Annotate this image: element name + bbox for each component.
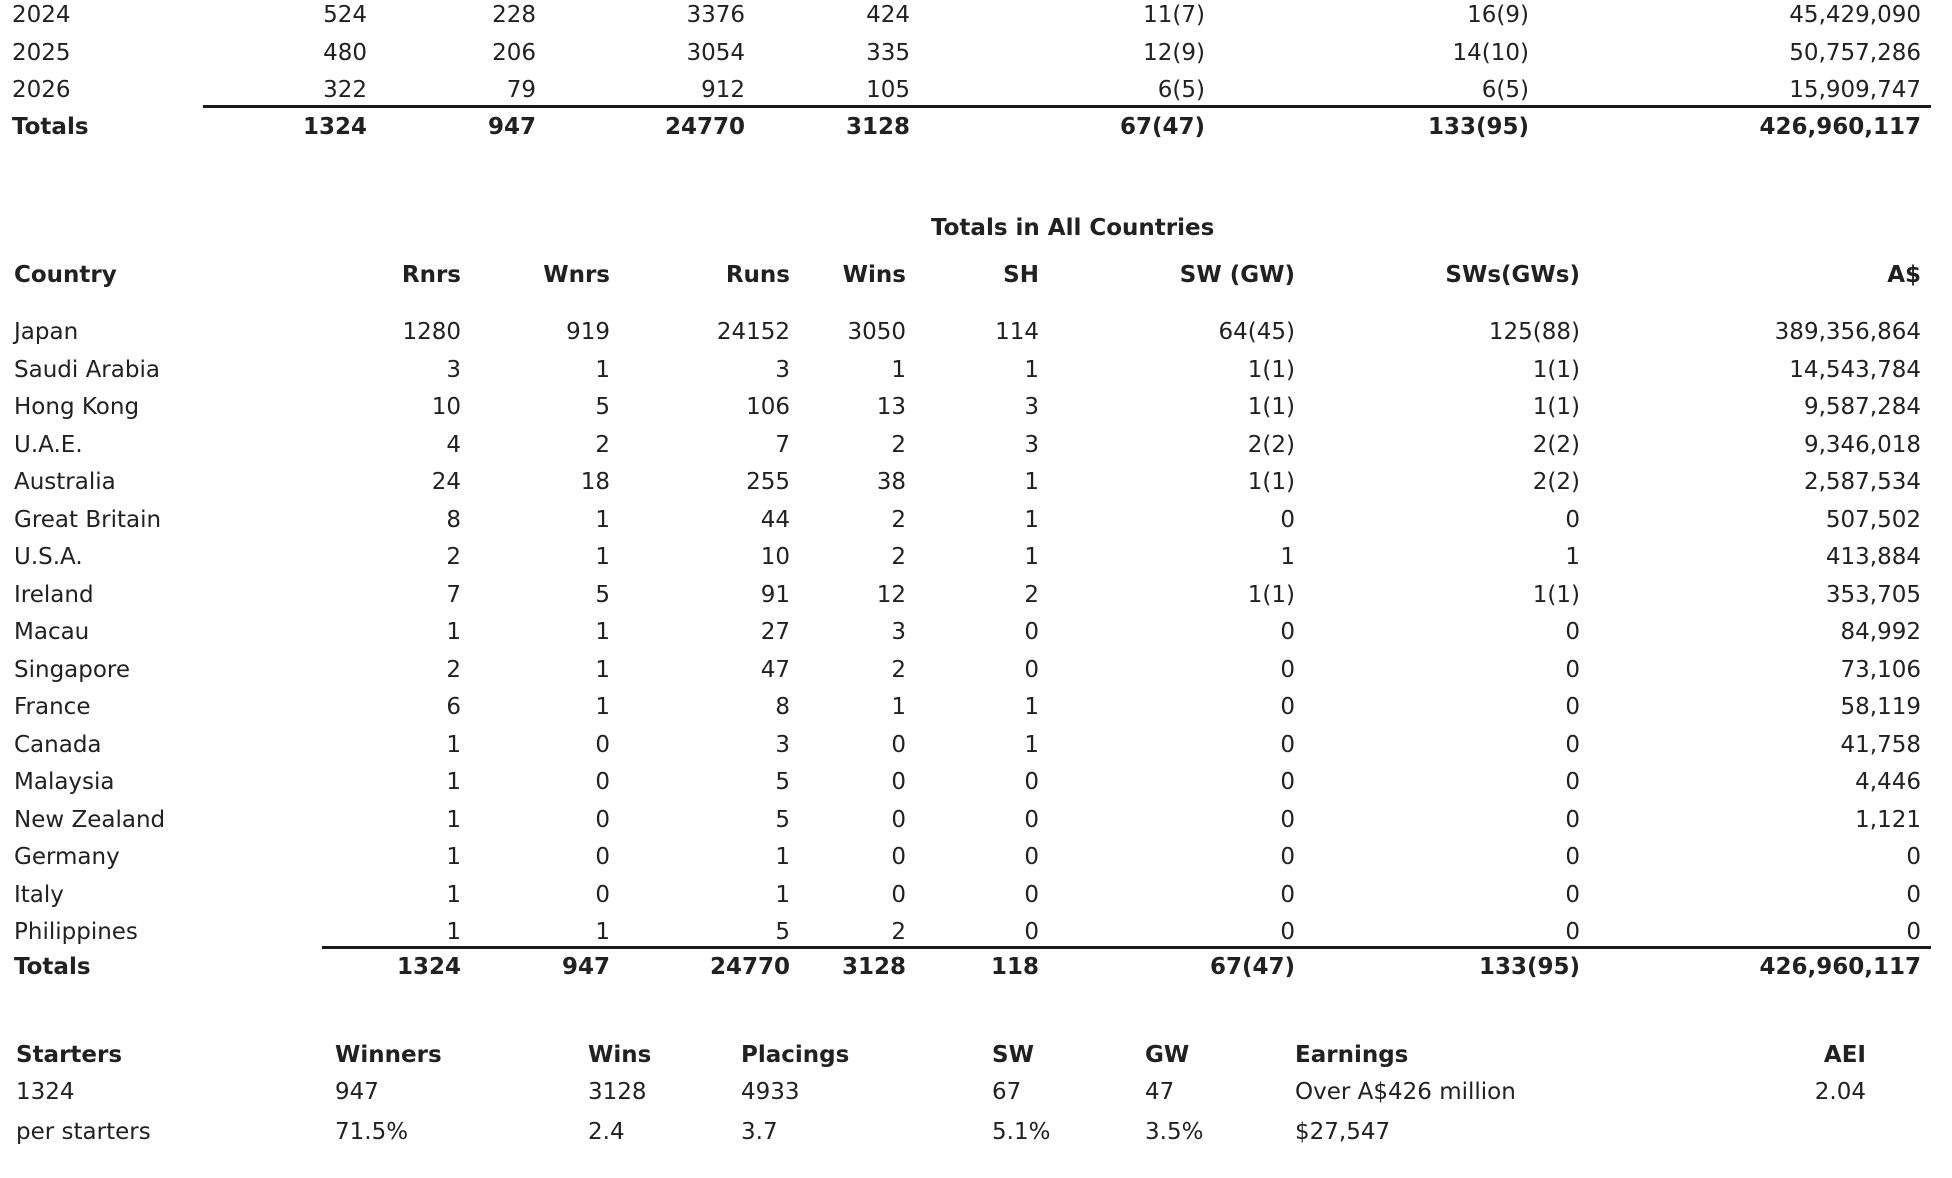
sw-gw-value: 0	[1280, 731, 1295, 758]
wins-value: 2	[891, 919, 906, 945]
totals-wins: 3128	[845, 114, 910, 140]
wins-value: 3128	[588, 1079, 647, 1105]
sh-value: 1	[1024, 731, 1039, 758]
wins-value: 0	[891, 731, 906, 758]
totals-runs: 24770	[709, 954, 790, 980]
wnrs-value: 919	[566, 319, 610, 345]
country-name: Hong Kong	[14, 394, 140, 420]
totals-sw-gw: 67(47)	[1209, 954, 1295, 980]
starters-value: 1324	[16, 1079, 75, 1105]
sws-gws-value: 1(1)	[1532, 581, 1580, 608]
wnrs-value: 228	[492, 2, 536, 28]
sw-value: 11(7)	[1143, 2, 1205, 28]
wnrs-value: 5	[595, 394, 610, 420]
runs-value: 912	[701, 77, 745, 103]
wnrs-value: 0	[595, 844, 610, 870]
earnings-value: 73,106	[1840, 656, 1921, 683]
earnings-value: 389,356,864	[1774, 319, 1921, 345]
runs-value: 44	[760, 506, 790, 533]
country-row	[0, 881, 1952, 909]
wnrs-value: 206	[492, 39, 536, 66]
earnings-value: $27,547	[1295, 1119, 1391, 1145]
wnrs-value: 1	[595, 544, 610, 570]
rnrs-value: 4	[446, 431, 461, 458]
sw-gw-value: 1(1)	[1247, 394, 1295, 420]
country-row	[0, 356, 1952, 384]
rnrs-value: 1280	[402, 319, 461, 345]
sws-gws-value: 0	[1565, 769, 1580, 795]
header-placings: Placings	[741, 1042, 850, 1068]
rnrs-value: 2	[446, 544, 461, 570]
earnings-value: 14,543,784	[1789, 356, 1921, 383]
country-row	[0, 506, 1952, 534]
totals-sh: 118	[990, 954, 1039, 980]
earnings-value: 41,758	[1840, 731, 1921, 758]
starters-value: per starters	[16, 1119, 151, 1145]
header-sh: SH	[1003, 262, 1039, 288]
wnrs-value: 0	[595, 731, 610, 758]
aei-value: 2.04	[1814, 1079, 1866, 1105]
sws-gws-value: 0	[1565, 881, 1580, 908]
countries-header-row	[0, 261, 1952, 289]
totals-wnrs: 947	[487, 114, 536, 140]
sws-gws-value: 1(1)	[1532, 356, 1580, 383]
country-name: U.A.E.	[14, 431, 83, 458]
totals-wins: 3128	[841, 954, 906, 980]
country-name: Japan	[14, 319, 79, 345]
earnings-value: 4,446	[1855, 769, 1921, 795]
country-row	[0, 431, 1952, 459]
sws-gws-value: 0	[1565, 731, 1580, 758]
earnings-value: 50,757,286	[1789, 39, 1921, 66]
sws-gws-value: 2(2)	[1532, 469, 1580, 495]
sw-gw-value: 0	[1280, 656, 1295, 683]
wins-value: 0	[891, 881, 906, 908]
wnrs-value: 0	[595, 881, 610, 908]
totals-wnrs: 947	[561, 954, 610, 980]
sh-value: 0	[1024, 619, 1039, 645]
winners-value: 71.5%	[335, 1119, 409, 1145]
totals-label: Totals	[12, 114, 89, 140]
countries-totals-row	[0, 953, 1952, 981]
totals-sws-gws: 133(95)	[1478, 954, 1580, 980]
earnings-value: 15,909,747	[1789, 77, 1921, 103]
rnrs-value: 2	[446, 656, 461, 683]
runs-value: 255	[746, 469, 790, 495]
earnings-value: 413,884	[1825, 544, 1921, 570]
sh-value: 0	[1024, 919, 1039, 945]
sh-value: 1	[1024, 469, 1039, 495]
runs-value: 7	[775, 431, 790, 458]
wins-value: 0	[891, 806, 906, 833]
countries-table-title: Totals in All Countries	[931, 215, 1215, 241]
wins-value: 38	[876, 469, 906, 495]
sw-value: 12(9)	[1143, 39, 1205, 66]
by-year-totals-divider	[203, 105, 1931, 108]
runs-value: 106	[746, 394, 790, 420]
country-row	[0, 806, 1952, 834]
sh-value: 2	[1024, 581, 1039, 608]
earnings-value: 353,705	[1825, 581, 1921, 608]
sws-value: 6(5)	[1481, 77, 1529, 103]
wins-value: 1	[891, 694, 906, 720]
totals-earnings: 426,960,117	[1759, 954, 1921, 980]
wins-value: 424	[866, 2, 910, 28]
wnrs-value: 5	[595, 581, 610, 608]
header-gw: GW	[1145, 1042, 1190, 1068]
wins-value: 335	[866, 39, 910, 66]
wins-value: 0	[891, 769, 906, 795]
earnings-value: 84,992	[1840, 619, 1921, 645]
sh-value: 3	[1024, 431, 1039, 458]
sws-gws-value: 125(88)	[1488, 319, 1580, 345]
header-country: Country	[14, 262, 117, 288]
summary-row	[0, 1078, 1952, 1106]
year-label: 2025	[12, 39, 71, 66]
header-sw-gw: SW (GW)	[1179, 262, 1295, 288]
earnings-value: 1,121	[1855, 806, 1921, 833]
sw-gw-value: 1(1)	[1247, 581, 1295, 608]
sh-value: 3	[1024, 394, 1039, 420]
runs-value: 91	[760, 581, 790, 608]
sw-value: 67	[992, 1079, 1022, 1105]
country-name: France	[14, 694, 91, 720]
runs-value: 3	[775, 356, 790, 383]
rnrs-value: 6	[446, 694, 461, 720]
sw-value: 6(5)	[1157, 77, 1205, 103]
country-name: Great Britain	[14, 506, 162, 533]
rnrs-value: 1	[446, 619, 461, 645]
sh-value: 0	[1024, 881, 1039, 908]
rnrs-value: 322	[323, 77, 367, 103]
rnrs-value: 1	[446, 769, 461, 795]
wnrs-value: 18	[580, 469, 610, 495]
sw-gw-value: 0	[1280, 881, 1295, 908]
header-starters: Starters	[16, 1042, 123, 1068]
sws-value: 14(10)	[1452, 39, 1529, 66]
earnings-value: Over A$426 million	[1295, 1079, 1516, 1105]
totals-earnings: 426,960,117	[1759, 114, 1921, 140]
wins-value: 1	[891, 356, 906, 383]
rnrs-value: 524	[323, 2, 367, 28]
country-name: New Zealand	[14, 806, 166, 833]
sh-value: 1	[1024, 544, 1039, 570]
earnings-value: 45,429,090	[1789, 2, 1921, 28]
country-name: Malaysia	[14, 769, 115, 795]
header-runs: Runs	[725, 262, 790, 288]
earnings-value: 0	[1906, 919, 1921, 945]
earnings-value: 9,346,018	[1803, 431, 1921, 458]
totals-rnrs: 1324	[396, 954, 461, 980]
country-name: Ireland	[14, 581, 94, 608]
wins-value: 13	[876, 394, 906, 420]
country-name: Canada	[14, 731, 102, 758]
sh-value: 0	[1024, 806, 1039, 833]
wins-value: 3050	[847, 319, 906, 345]
sw-gw-value: 1	[1280, 544, 1295, 570]
country-name: Saudi Arabia	[14, 356, 160, 383]
sw-gw-value: 0	[1280, 619, 1295, 645]
earnings-value: 0	[1906, 881, 1921, 908]
country-row	[0, 656, 1952, 684]
sw-gw-value: 0	[1280, 806, 1295, 833]
runs-value: 3054	[686, 39, 745, 66]
country-name: Germany	[14, 844, 120, 870]
runs-value: 8	[775, 694, 790, 720]
sws-gws-value: 0	[1565, 506, 1580, 533]
wins-value: 12	[876, 581, 906, 608]
wnrs-value: 1	[595, 694, 610, 720]
placings-value: 3.7	[741, 1119, 778, 1145]
runs-value: 3376	[686, 2, 745, 28]
runs-value: 24152	[716, 319, 790, 345]
sh-value: 0	[1024, 844, 1039, 870]
header-aei: AEI	[1823, 1042, 1866, 1068]
wnrs-value: 1	[595, 506, 610, 533]
totals-label: Totals	[14, 954, 91, 980]
country-row	[0, 581, 1952, 609]
sws-gws-value: 0	[1565, 619, 1580, 645]
wnrs-value: 0	[595, 769, 610, 795]
sws-gws-value: 0	[1565, 694, 1580, 720]
rnrs-value: 1	[446, 919, 461, 945]
country-row	[0, 468, 1952, 496]
sw-gw-value: 0	[1280, 506, 1295, 533]
winners-value: 947	[335, 1079, 379, 1105]
sh-value: 114	[995, 319, 1039, 345]
country-row	[0, 731, 1952, 759]
sh-value: 1	[1024, 506, 1039, 533]
wins-value: 0	[891, 844, 906, 870]
wnrs-value: 1	[595, 619, 610, 645]
wins-value: 2	[891, 544, 906, 570]
wnrs-value: 1	[595, 919, 610, 945]
year-label: 2024	[12, 2, 71, 28]
country-name: Italy	[14, 881, 64, 908]
header-sw: SW	[992, 1042, 1034, 1068]
earnings-value: 2,587,534	[1803, 469, 1921, 495]
summary-row	[0, 1118, 1952, 1146]
summary-header-row	[0, 1041, 1952, 1069]
sws-gws-value: 0	[1565, 919, 1580, 945]
runs-value: 5	[775, 806, 790, 833]
sw-value: 5.1%	[992, 1119, 1051, 1145]
header-earnings: Earnings	[1295, 1042, 1409, 1068]
sws-gws-value: 1	[1565, 544, 1580, 570]
sws-gws-value: 0	[1565, 844, 1580, 870]
rnrs-value: 10	[431, 394, 461, 420]
sw-gw-value: 1(1)	[1247, 356, 1295, 383]
country-name: Macau	[14, 619, 90, 645]
wnrs-value: 0	[595, 806, 610, 833]
rnrs-value: 480	[323, 39, 367, 66]
rnrs-value: 24	[431, 469, 461, 495]
totals-sw: 67(47)	[1119, 114, 1205, 140]
runs-value: 27	[760, 619, 790, 645]
countries-totals-divider	[322, 946, 1931, 949]
country-row	[0, 693, 1952, 721]
header-wins: Wins	[588, 1042, 652, 1068]
sw-gw-value: 0	[1280, 844, 1295, 870]
wins-value: 105	[866, 77, 910, 103]
totals-rnrs: 1324	[302, 114, 367, 140]
wins-value: 2	[891, 431, 906, 458]
country-row	[0, 318, 1952, 346]
wins-value: 3	[891, 619, 906, 645]
country-name: U.S.A.	[14, 544, 83, 570]
totals-runs: 24770	[664, 114, 745, 140]
wnrs-value: 1	[595, 656, 610, 683]
sh-value: 0	[1024, 769, 1039, 795]
rnrs-value: 1	[446, 844, 461, 870]
earnings-value: 507,502	[1825, 506, 1921, 533]
year-row	[0, 1, 1952, 29]
sw-gw-value: 0	[1280, 919, 1295, 945]
year-row	[0, 76, 1952, 104]
sws-gws-value: 2(2)	[1532, 431, 1580, 458]
gw-value: 47	[1145, 1079, 1175, 1105]
country-row	[0, 768, 1952, 796]
sws-value: 16(9)	[1467, 2, 1529, 28]
sh-value: 0	[1024, 656, 1039, 683]
country-name: Philippines	[14, 919, 138, 945]
wnrs-value: 79	[506, 77, 536, 103]
country-row	[0, 393, 1952, 421]
sw-gw-value: 0	[1280, 694, 1295, 720]
sws-gws-value: 1(1)	[1532, 394, 1580, 420]
header-wins: Wins	[842, 262, 906, 288]
sw-gw-value: 64(45)	[1218, 319, 1295, 345]
sh-value: 1	[1024, 694, 1039, 720]
gw-value: 3.5%	[1145, 1119, 1204, 1145]
sh-value: 1	[1024, 356, 1039, 383]
country-name: Singapore	[14, 656, 131, 683]
sw-gw-value: 0	[1280, 769, 1295, 795]
wnrs-value: 1	[595, 356, 610, 383]
runs-value: 3	[775, 731, 790, 758]
wnrs-value: 2	[595, 431, 610, 458]
year-row	[0, 39, 1952, 67]
sw-gw-value: 1(1)	[1247, 469, 1295, 495]
rnrs-value: 1	[446, 881, 461, 908]
year-totals-row	[0, 113, 1952, 141]
rnrs-value: 7	[446, 581, 461, 608]
totals-sws: 133(95)	[1427, 114, 1529, 140]
rnrs-value: 3	[446, 356, 461, 383]
header-winners: Winners	[335, 1042, 442, 1068]
runs-value: 10	[760, 544, 790, 570]
header-rnrs: Rnrs	[401, 262, 461, 288]
runs-value: 1	[775, 844, 790, 870]
sws-gws-value: 0	[1565, 656, 1580, 683]
earnings-value: 58,119	[1840, 694, 1921, 720]
sws-gws-value: 0	[1565, 806, 1580, 833]
rnrs-value: 8	[446, 506, 461, 533]
wins-value: 2	[891, 506, 906, 533]
wins-value: 2	[891, 656, 906, 683]
earnings-value: 0	[1906, 844, 1921, 870]
header-earnings: A$	[1887, 262, 1921, 288]
country-row	[0, 543, 1952, 571]
rnrs-value: 1	[446, 731, 461, 758]
year-label: 2026	[12, 77, 71, 103]
rnrs-value: 1	[446, 806, 461, 833]
country-row	[0, 618, 1952, 646]
earnings-value: 9,587,284	[1803, 394, 1921, 420]
runs-value: 5	[775, 919, 790, 945]
header-sws-gws: SWs(GWs)	[1445, 262, 1580, 288]
header-wnrs: Wnrs	[543, 262, 610, 288]
runs-value: 1	[775, 881, 790, 908]
sw-gw-value: 2(2)	[1247, 431, 1295, 458]
country-name: Australia	[14, 469, 116, 495]
placings-value: 4933	[741, 1079, 800, 1105]
runs-value: 5	[775, 769, 790, 795]
country-row	[0, 843, 1952, 871]
wins-value: 2.4	[588, 1119, 625, 1145]
country-row	[0, 918, 1952, 946]
runs-value: 47	[760, 656, 790, 683]
